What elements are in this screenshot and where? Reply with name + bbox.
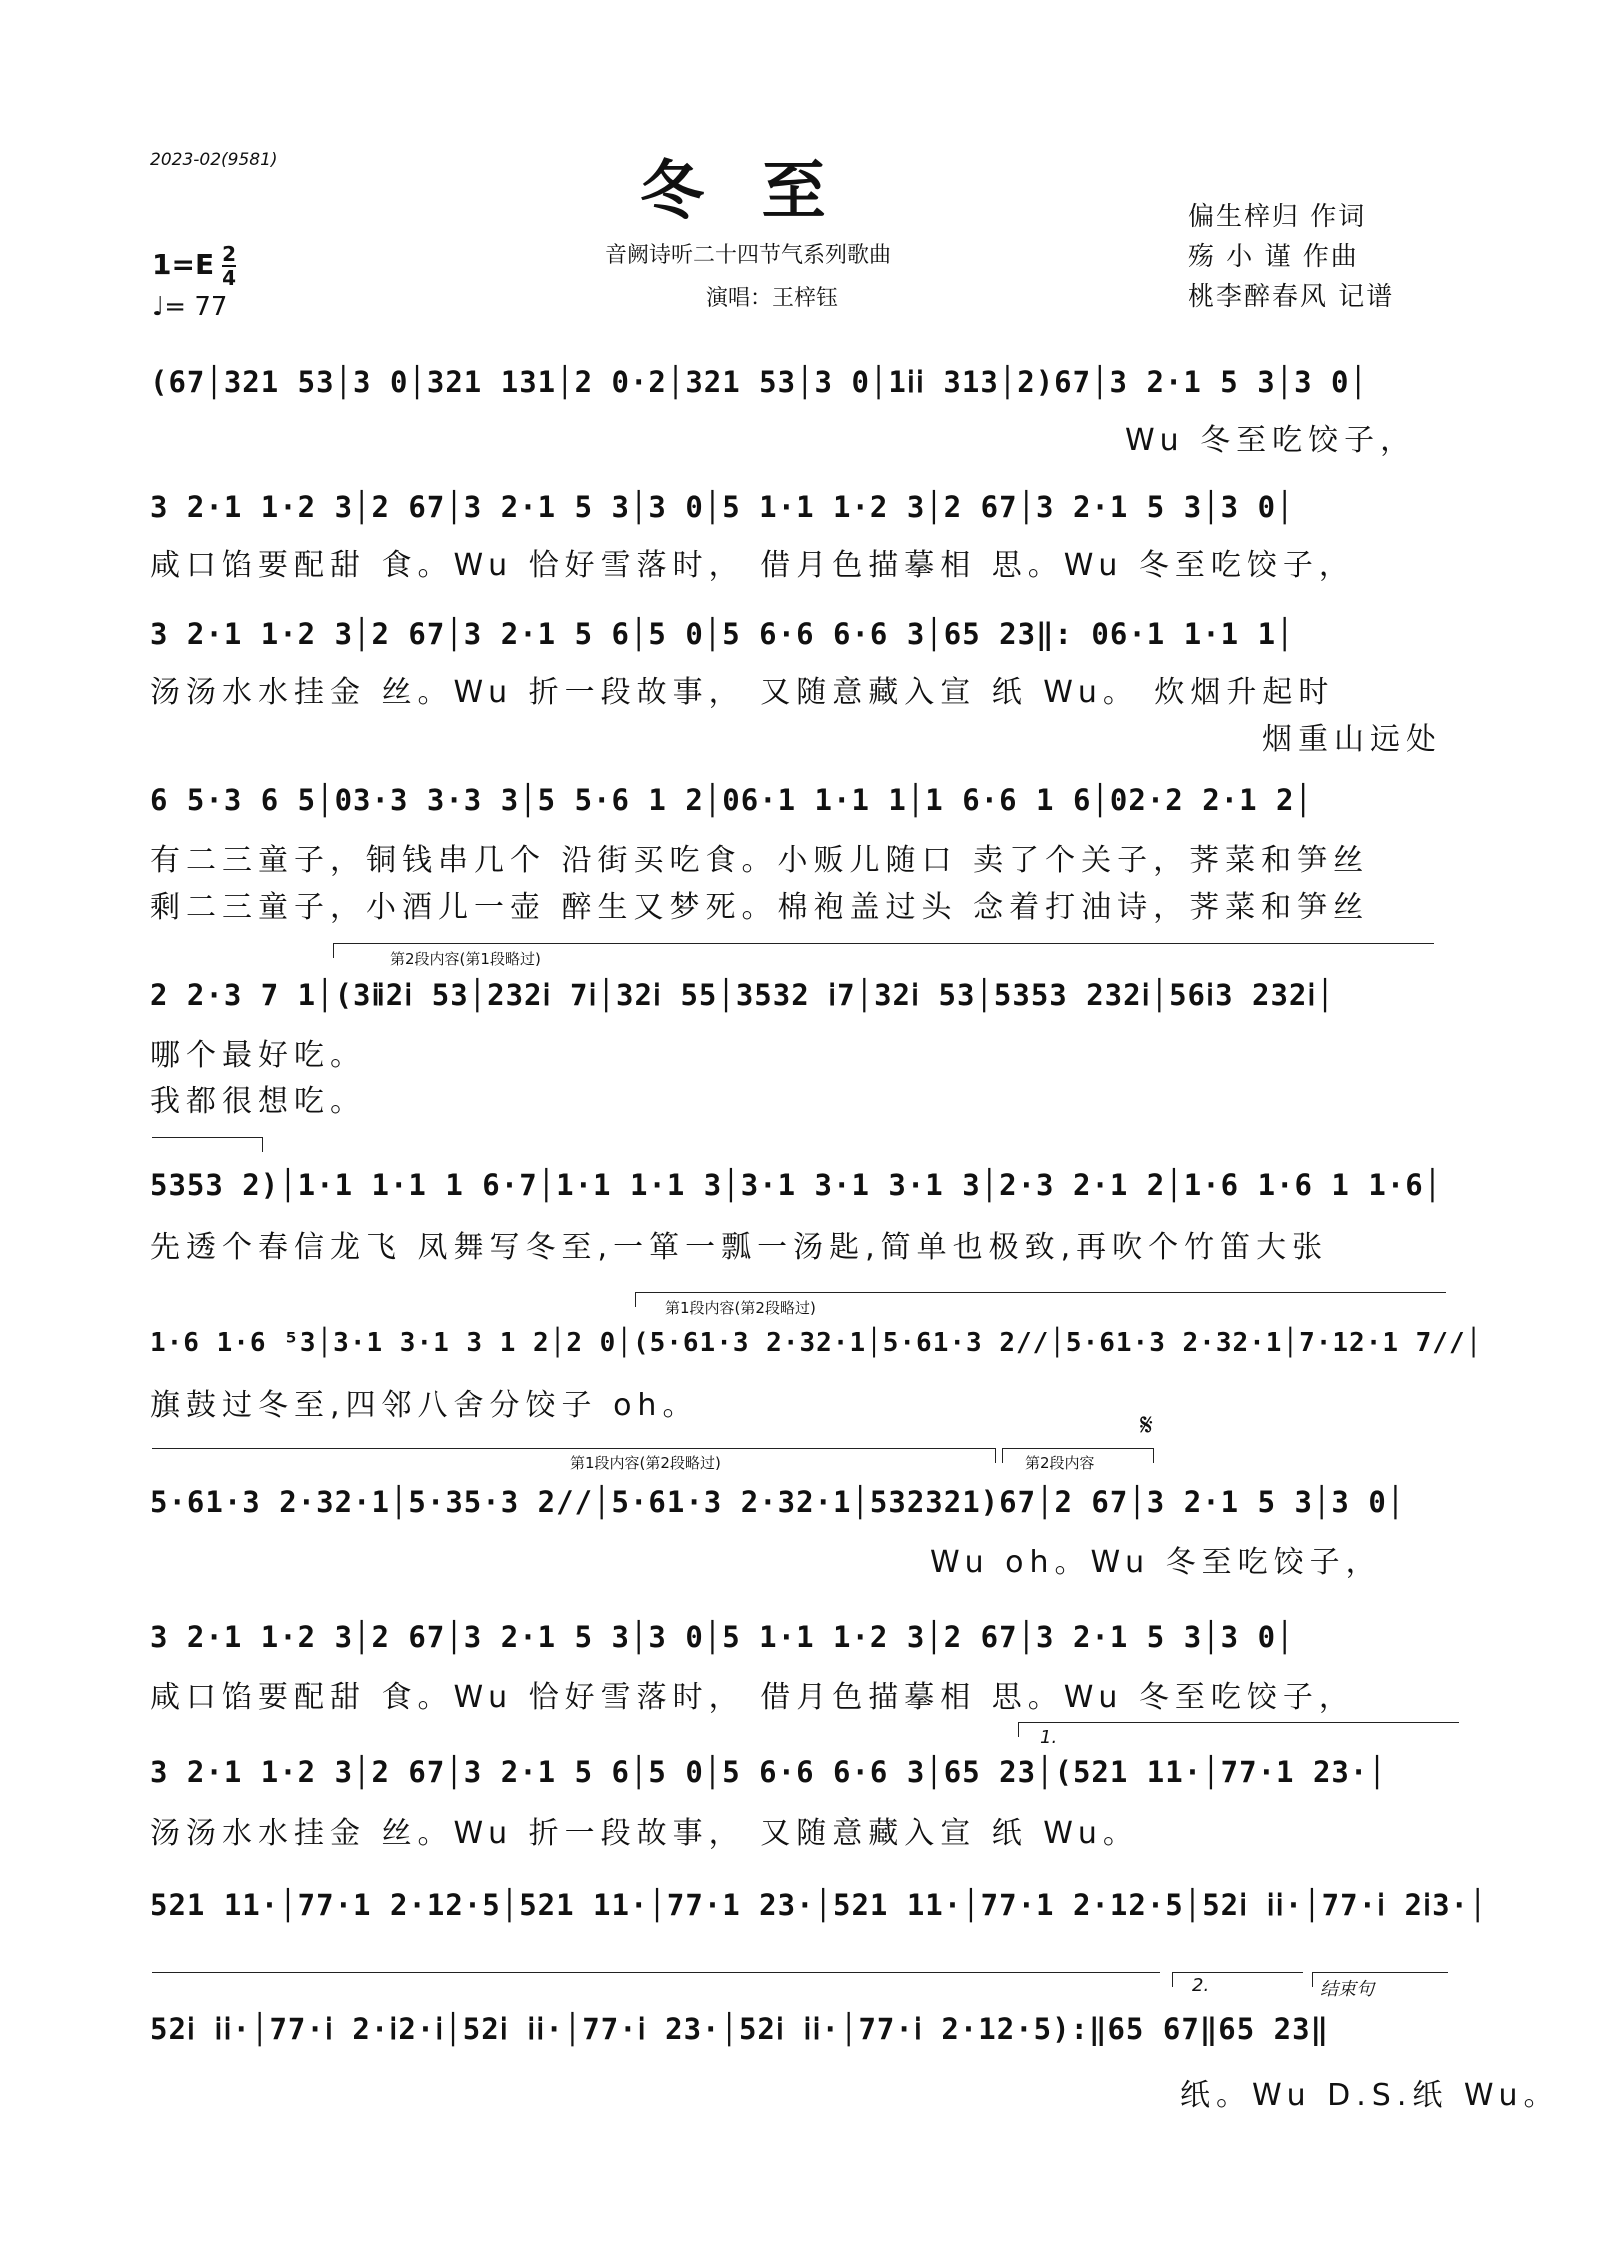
notation-line-4: 6 5·3 6 5│03·3 3·3 3│5 5·6 1 2│06·1 1·1 1│1 6·6 1 6│02·2 2·1 2│ [150, 783, 1313, 817]
lyric-line-4b: 剩二三童子，小酒儿一壶 醉生又梦死。棉袍盖过头 念着打油诗，荠菜和笋丝 [150, 890, 1370, 925]
time-top: 2 [222, 242, 236, 266]
lyric-line-10: 汤汤水水挂金 丝。Wu 折一段故事， 又随意藏入宣 纸 Wu。 [150, 1816, 1139, 1851]
notation-line-8: 5·61·3 2·32·1│5·35·3 2//│5·61·3 2·32·1│532321)67│2 67│3 2·1 5 3│3 0│ [150, 1485, 1406, 1519]
tempo-mark: ♩= 77 [152, 292, 228, 322]
section-mark-8b: 第2段内容 [1025, 1454, 1095, 1472]
lyric-line-12: 纸。Wu D.S.纸 Wu。 [1180, 2078, 1560, 2113]
singer-credit: 演唱：王梓钰 [706, 286, 839, 311]
lyric-line-7: 旗鼓过冬至,四邻八舍分饺子 oh。 [150, 1388, 699, 1423]
section-mark-5: 第2段内容(第1段略过) [390, 950, 541, 968]
ending-phrase-mark: 结束句 [1320, 1979, 1374, 2000]
lyric-line-4: 有二三童子，铜钱串几个 沿街买吃食。小贩儿随口 卖了个关子，荠菜和笋丝 [150, 843, 1370, 878]
notation-line-12: 52ⅰ ⅰⅰ·│77·ⅰ 2·ⅰ2·ⅰ│52ⅰ ⅰⅰ·│77·ⅰ 23·│52ⅰ ⅰⅰ·│77·ⅰ 2·12·5):‖65 67‖65 23‖ [150, 2012, 1329, 2046]
time-bottom: 4 [222, 266, 236, 290]
notation-line-9: 3 2·1 1·2 3│2 67│3 2·1 5 3│3 0│5 1·1 1·2 3│2 67│3 2·1 5 3│3 0│ [150, 1620, 1295, 1654]
lyric-line-6: 先透个春信龙飞 凤舞写冬至,一箪一瓢一汤匙,简单也极致,再吹个竹笛大张 [150, 1230, 1329, 1265]
lyric-line-1: Wu 冬至吃饺子， [1125, 423, 1417, 458]
score-code: 2023-02(9581) [150, 150, 278, 170]
key-signature [152, 243, 236, 289]
notation-line-5: 2 2·3 7 1│(3ⅱ2ⅰ 53│232ⅰ 7ⅰ│32ⅰ 55│3532 ⅰ7│32ⅰ 53│5353 232ⅰ│56ⅰ3 232ⅰ│ [150, 978, 1335, 1012]
transcriber-credit: 桃李醉春风 记谱 [1188, 282, 1395, 312]
notation-line-3: 3 2·1 1·2 3│2 67│3 2·1 5 6│5 0│5 6·6 6·6 3│65 23‖: 06·1 1·1 1│ [150, 617, 1295, 651]
lyricist-credit: 偏生梓归 作词 [1188, 202, 1367, 232]
volta-1-mark: 1. [1040, 1727, 1058, 1748]
lyric-line-5: 哪个最好吃。 [150, 1038, 366, 1073]
lyric-line-3b: 烟重山远处 [1262, 722, 1442, 757]
lyric-line-5b: 我都很想吃。 [150, 1084, 366, 1119]
lyric-line-9: 咸口馅要配甜 食。Wu 恰好雪落时， 借月色描摹相 思。Wu 冬至吃饺子， [150, 1680, 1355, 1715]
notation-line-1: (67│321 53│3 0│321 131│2 0·2│321 53│3 0│1ⅰⅰ 313│2)67│3 2·1 5 3│3 0│ [150, 365, 1368, 399]
notation-line-7: 1·6 1·6 ⁵3│3·1 3·1 3 1 2│2 0│(5·61·3 2·32·1│5·61·3 2//│5·61·3 2·32·1│7·12·1 7//│ [150, 1328, 1483, 1358]
lyric-line-2: 咸口馅要配甜 食。Wu 恰好雪落时， 借月色描摹相 思。Wu 冬至吃饺子， [150, 548, 1355, 583]
section-mark-8: 第1段内容(第2段略过) [570, 1454, 721, 1472]
notation-line-6: 5353 2)│1·1 1·1 1 6·7│1·1 1·1 3│3·1 3·1 3·1 3│2·3 2·1 2│1·6 1·6 1 1·6│ [150, 1168, 1443, 1202]
time-signature [222, 243, 236, 289]
volta-2-mark: 2. [1192, 1975, 1210, 1996]
key-label: 1=E [152, 248, 215, 281]
lyric-line-3: 汤汤水水挂金 丝。Wu 折一段故事， 又随意藏入宣 纸 Wu。 炊烟升起时 [150, 675, 1335, 710]
song-title: 冬至 [640, 154, 884, 229]
lyric-line-8: Wu oh。Wu 冬至吃饺子， [930, 1545, 1382, 1580]
composer-credit: 殇 小 谨 作曲 [1188, 242, 1359, 272]
notation-line-2: 3 2·1 1·2 3│2 67│3 2·1 5 3│3 0│5 1·1 1·2 3│2 67│3 2·1 5 3│3 0│ [150, 490, 1295, 524]
segno-sign: 𝄋 [1140, 1408, 1153, 1443]
notation-line-11: 521 11·│77·1 2·12·5│521 11·│77·1 23·│521 11·│77·1 2·12·5│52ⅰ ⅰⅰ·│77·ⅰ 2ⅰ3·│ [150, 1888, 1488, 1922]
notation-line-10: 3 2·1 1·2 3│2 67│3 2·1 5 6│5 0│5 6·6 6·6 3│65 23│(521 11·│77·1 23·│ [150, 1755, 1387, 1789]
song-subtitle: 音阙诗听二十四节气系列歌曲 [605, 243, 892, 268]
section-mark-7: 第1段内容(第2段略过) [665, 1299, 816, 1317]
